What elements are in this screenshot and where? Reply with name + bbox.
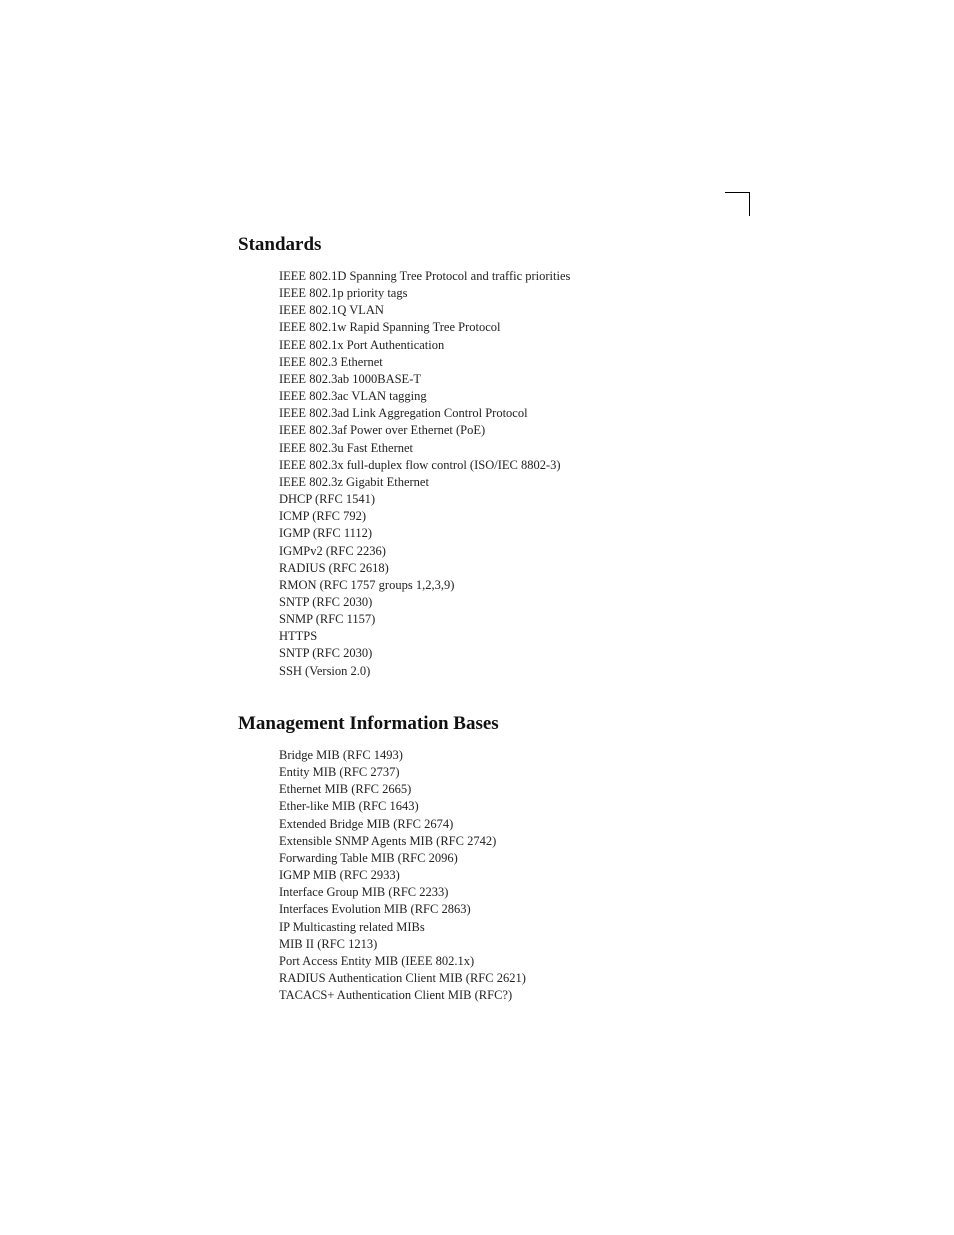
standard-item: IEEE 802.3ad Link Aggregation Control Protocol — [279, 406, 528, 421]
mib-item: Port Access Entity MIB (IEEE 802.1x) — [279, 953, 475, 968]
mib-item: Ether-like MIB (RFC 1643) — [279, 799, 419, 814]
standard-item: RADIUS (RFC 2618) — [279, 560, 389, 575]
standard-item: SNMP (RFC 1157) — [279, 612, 376, 627]
standard-item: IEEE 802.3x full-duplex flow control (ISO/IEC 8802-3) — [279, 457, 561, 472]
standard-item: SNTP (RFC 2030) — [279, 594, 373, 609]
standard-item: IEEE 802.3ab 1000BASE-T — [279, 371, 421, 386]
standard-item: IEEE 802.3 Ethernet — [279, 354, 383, 369]
standard-item: ICMP (RFC 792) — [279, 509, 367, 524]
mib-item: Interface Group MIB (RFC 2233) — [279, 885, 449, 900]
mib-item: IGMP MIB (RFC 2933) — [279, 868, 400, 883]
mib-item: Ethernet MIB (RFC 2665) — [279, 782, 412, 797]
standard-item: SNTP (RFC 2030) — [279, 646, 373, 661]
mib-item: Forwarding Table MIB (RFC 2096) — [279, 850, 458, 865]
standard-item: RMON (RFC 1757 groups 1,2,3,9) — [279, 577, 455, 592]
mib-heading: Management Information Bases — [238, 713, 499, 734]
standards-list — [279, 268, 570, 680]
mib-item: Extended Bridge MIB (RFC 2674) — [279, 816, 454, 831]
mib-item: Interfaces Evolution MIB (RFC 2863) — [279, 902, 471, 917]
mib-item: Extensible SNMP Agents MIB (RFC 2742) — [279, 833, 497, 848]
standard-item: IEEE 802.3z Gigabit Ethernet — [279, 474, 429, 489]
mib-item: MIB II (RFC 1213) — [279, 936, 378, 951]
standard-item: IEEE 802.3af Power over Ethernet (PoE) — [279, 423, 486, 438]
mib-item: IP Multicasting related MIBs — [279, 919, 425, 934]
standard-item: IEEE 802.3ac VLAN tagging — [279, 389, 427, 404]
standard-item: HTTPS — [279, 629, 318, 644]
mib-item: TACACS+ Authentication Client MIB (RFC?) — [279, 988, 513, 1003]
standard-item: IGMPv2 (RFC 2236) — [279, 543, 386, 558]
crop-mark — [725, 192, 750, 216]
standard-item: IEEE 802.1p priority tags — [279, 286, 408, 301]
mib-item: Bridge MIB (RFC 1493) — [279, 748, 403, 762]
standard-item: IEEE 802.1w Rapid Spanning Tree Protocol — [279, 320, 501, 335]
standard-item: DHCP (RFC 1541) — [279, 492, 376, 507]
standard-item: IGMP (RFC 1112) — [279, 526, 373, 541]
standard-item: IEEE 802.3u Fast Ethernet — [279, 440, 413, 455]
standard-item: IEEE 802.1Q VLAN — [279, 303, 384, 318]
mib-list — [279, 747, 526, 1004]
standards-heading: Standards — [238, 234, 322, 255]
standard-item: SSH (Version 2.0) — [279, 663, 371, 678]
mib-item: Entity MIB (RFC 2737) — [279, 765, 400, 780]
standard-item: IEEE 802.1D Spanning Tree Protocol and traffic priorities — [279, 269, 571, 283]
mib-item: RADIUS Authentication Client MIB (RFC 2621) — [279, 971, 526, 986]
standard-item: IEEE 802.1x Port Authentication — [279, 337, 445, 352]
